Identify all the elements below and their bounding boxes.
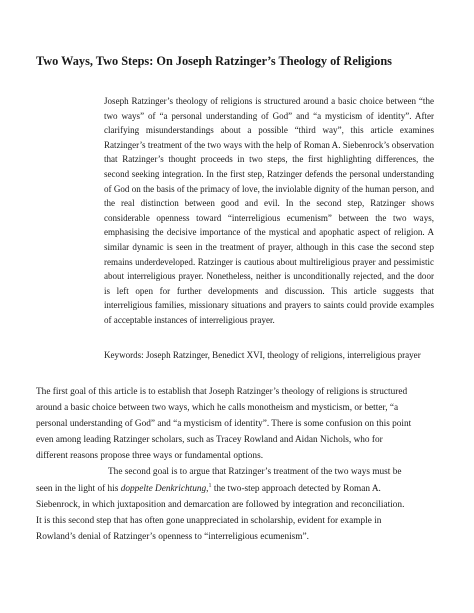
footnote-marker[interactable]: 1 [208, 482, 212, 489]
body-text [36, 384, 412, 545]
italic-term: doppelte Denkrichtung [120, 483, 207, 494]
paragraph-1: The first goal of this article is to establish that Joseph Ratzinger’s theology of religions is structured around a basic choice between two ways, which he calls monotheism and mysticism, or better, “a personal understanding of God” and “a mysticism of identity”. There is some confusion on this point even among leading Ratzinger scholars, such as Tracey Rowland and Aidan Nichols, who for different reasons propose three ways or fundamental options. [36, 387, 412, 462]
abstract-text: Joseph Ratzinger’s theology of religions is structured around a basic choice between “the two ways” of “a personal understanding of God” and “a mysticism of identity”. After clarifying misunderstandings about a possible “third way”, this article examines Ratzinger’s treatment of the two ways with the help of Roman A. Siebenrock’s observation that Ratzinger’s thought proceeds in two steps, the first highlighting differences, the second seeking integration. In the first step, Ratzinger defends the personal understanding of God on the basis of the primacy of love, the inviolable dignity of the human person, and the real distinction between good and evil. In the second step, Ratzinger shows considerable openness toward “interreligious ecumenism” between the two ways, emphasising the decisive importance of the mystical and apophatic aspect of religion. A similar dynamic is seen in the treatment of prayer, although in this case the second step remains underdeveloped. Ratzinger is cautious about multireligious prayer and pessimistic about interreligious prayer. Nonetheless, neither is unconditionally rejected, and the door is left open for further developments and discussion. This article suggests that interreligious families, missionary situations and prayers to saints could provide examples of acceptable instances of interreligious prayer. [104, 96, 434, 325]
paragraph-2-rest: the two-step approach detected by Roman A. Siebenrock, in which juxtaposition and demarcation are followed by integration and reconciliation. It is this second step that has often gone unappreciated in scholarship, evident for example in Rowland’s denial of Ratzinger’s openness to “interreligious ecumenism”. [36, 483, 405, 542]
paragraph-2-start: The second goal is to argue that Ratzinger’s treatment of the two ways must be seen in the light of his [36, 467, 402, 494]
keywords-line: Keywords: Joseph Ratzinger, Benedict XVI, theology of religions, interreligious prayer [104, 350, 421, 360]
paragraph-2 [36, 464, 412, 544]
article-title: Two Ways, Two Steps: On Joseph Ratzinger’s Theology of Religions [36, 54, 392, 68]
abstract [104, 94, 434, 328]
paragraph-2-comma: , [206, 483, 209, 494]
